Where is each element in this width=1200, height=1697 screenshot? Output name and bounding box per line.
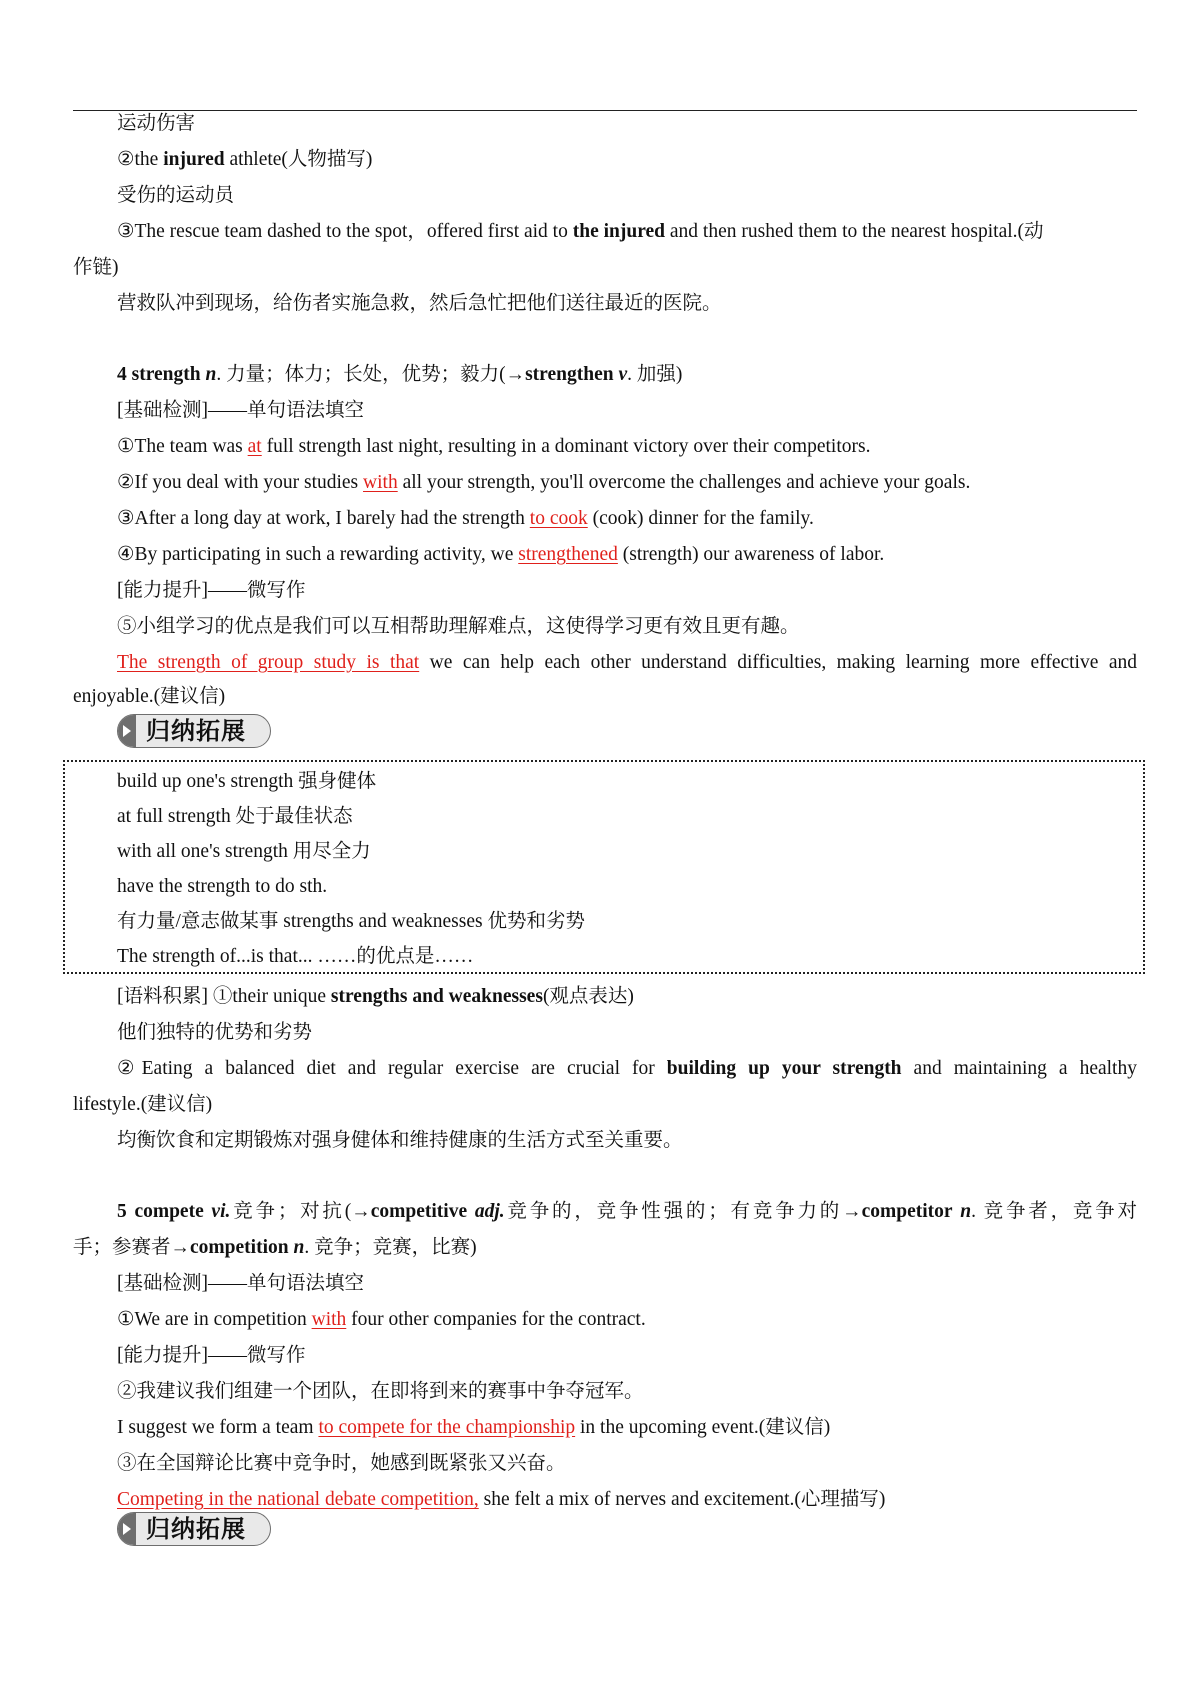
- entry-heading-compete: 5 compete vi.竞争；对抗(→competitive adj.竞争的，竞争性强的；有竞争力的→competitor n. 竞争者，竞争对: [117, 1201, 1137, 1222]
- text-line: 作链): [73, 257, 119, 278]
- play-triangle-icon: [123, 725, 131, 737]
- answer-text: The strength of group study is that: [117, 652, 420, 673]
- answer-text: strengthened: [518, 544, 618, 565]
- phrase-item: 有力量/意志做某事 strengths and weaknesses 优势和劣势: [117, 911, 585, 932]
- answer-text: with: [311, 1309, 347, 1330]
- arrow-icon: →: [842, 1201, 862, 1222]
- header-rule: [73, 110, 1137, 111]
- exercise-line: I suggest we form a team to compete for the championship in the upcoming event.(建议信): [117, 1417, 831, 1438]
- answer-text: at: [247, 436, 262, 457]
- exercise-prompt: ⑤小组学习的优点是我们可以互相帮助理解难点，这使得学习更有效且更有趣。: [117, 616, 800, 637]
- exercise-line: Competing in the national debate competition, she felt a mix of nerves and excitement.(心理描写): [117, 1489, 886, 1510]
- play-triangle-icon: [123, 1523, 131, 1535]
- entry-heading-compete-cont: 手；参赛者→competition n. 竞争；竞赛，比赛): [73, 1237, 477, 1258]
- text-line: 均衡饮食和定期锻炼对强身健体和维持健康的生活方式至关重要。: [117, 1130, 683, 1151]
- arrow-icon: →: [505, 364, 526, 385]
- entry-heading-strength: 4 strength n. 力量；体力；长处，优势；毅力(→strengthen v. 加强): [117, 364, 683, 385]
- example-line: ②the injured athlete(人物描写): [117, 149, 373, 170]
- exercise-prompt: ②我建议我们组建一个团队，在即将到来的赛事中争夺冠军。: [117, 1381, 644, 1402]
- phrase-item: have the strength to do sth.: [117, 876, 328, 897]
- exercise-line: ④By participating in such a rewarding activity, we strengthened (strength) our awareness of labor.: [117, 544, 885, 565]
- section-label-basic: [基础检测]——单句语法填空: [117, 400, 364, 421]
- example-line: ③The rescue team dashed to the spot，offered first aid to the injured and then rushed them to the nearest hospital.(动: [117, 221, 1044, 242]
- text-line: 他们独特的优势和劣势: [117, 1022, 313, 1043]
- phrase-item: The strength of...is that... ……的优点是……: [117, 946, 474, 967]
- arrow-icon: →: [351, 1201, 371, 1222]
- section-label-ability: [能力提升]——微写作: [117, 1345, 306, 1366]
- exercise-line: ③After a long day at work, I barely had the strength to cook (cook) dinner for the family.: [117, 508, 814, 529]
- exercise-line: ①We are in competition with four other companies for the contract.: [117, 1309, 646, 1330]
- phrase-item: build up one's strength 强身健体: [117, 771, 377, 792]
- exercise-line: ②If you deal with your studies with all your strength, you'll overcome the challenges and achieve your goals.: [117, 472, 971, 493]
- exercise-line: enjoyable.(建议信): [73, 686, 226, 707]
- section-label-basic: [基础检测]——单句语法填空: [117, 1273, 364, 1294]
- phrase-item: at full strength 处于最佳状态: [117, 806, 353, 827]
- summary-banner: 归纳拓展: [117, 1512, 271, 1546]
- corpus-line: [语料积累] ①their unique strengths and weaknesses(观点表达): [117, 986, 634, 1007]
- text-line: 运动伤害: [117, 113, 196, 134]
- answer-text: with: [363, 472, 398, 493]
- text-line: 营救队冲到现场，给伤者实施急救，然后急忙把他们送往最近的医院。: [117, 293, 722, 314]
- answer-text: to cook: [529, 508, 588, 529]
- section-label-ability: [能力提升]——微写作: [117, 580, 306, 601]
- text-line: lifestyle.(建议信): [73, 1094, 213, 1115]
- exercise-prompt: ③在全国辩论比赛中竞争时，她感到既紧张又兴奋。: [117, 1453, 566, 1474]
- corpus-line: ②Eating a balanced diet and regular exercise are crucial for building up your strength and maintaining a healthy: [117, 1058, 1137, 1079]
- exercise-line: The strength of group study is that we can help each other understand difficulties, making learning more effective and: [117, 652, 1137, 673]
- phrase-item: with all one's strength 用尽全力: [117, 841, 371, 862]
- answer-text: to compete for the championship: [318, 1417, 576, 1438]
- answer-text: Competing in the national debate competition,: [117, 1489, 479, 1510]
- arrow-icon: →: [170, 1237, 191, 1258]
- exercise-line: ①The team was at full strength last night, resulting in a dominant victory over their competitors.: [117, 436, 871, 457]
- summary-banner: 归纳拓展: [117, 714, 271, 748]
- text-line: 受伤的运动员: [117, 185, 235, 206]
